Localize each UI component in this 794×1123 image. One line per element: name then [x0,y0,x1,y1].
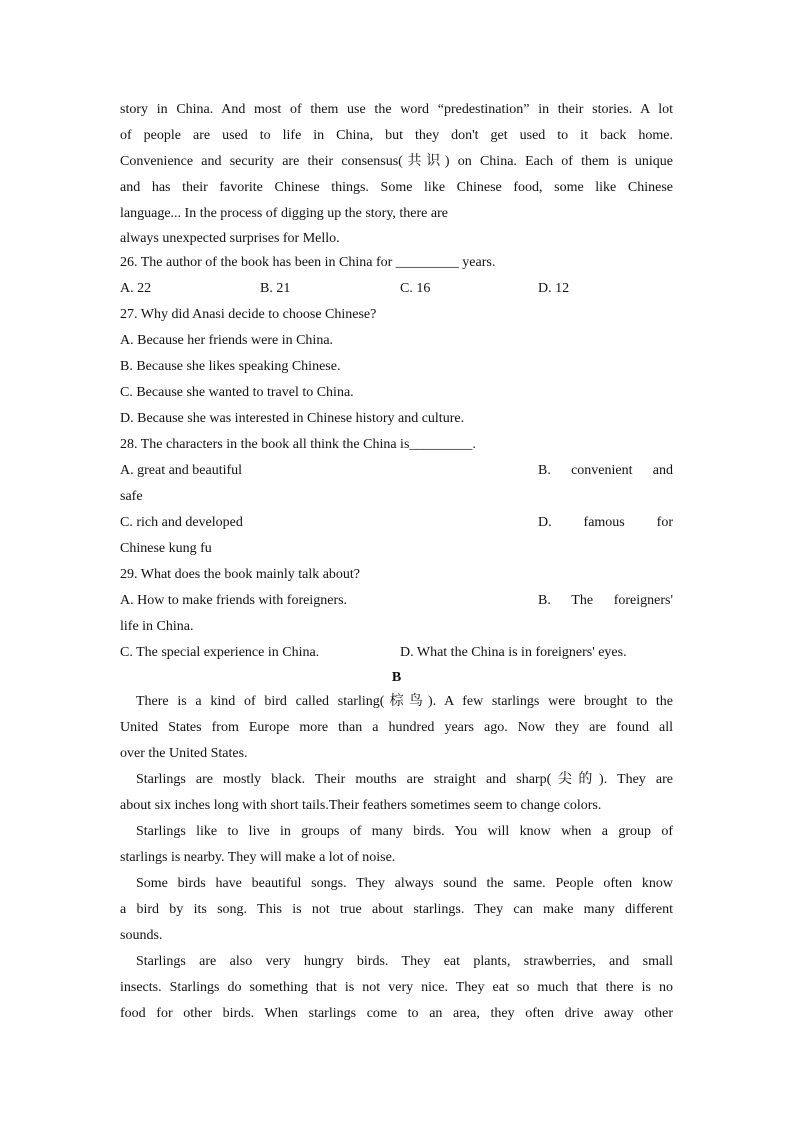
option-row [120,588,673,614]
option-b: B. The foreigners' [538,593,673,608]
text-line: Convenience and security are their consensus(共识) on China. Each of them is unique [120,154,673,169]
text-line: language... In the process of digging up the story, there are [120,206,448,221]
option-c: C. rich and developed [120,515,243,530]
paragraph [120,871,673,949]
text-line: Starlings are also very hungry birds. They eat plants, strawberries, and small [136,954,673,969]
option-d: D. What the China is in foreigners' eyes. [400,645,627,660]
option-b: B. 21 [260,281,291,296]
option-b-continued: safe [120,489,143,504]
option-d: D. Because she was interested in Chinese history and culture. [120,411,465,426]
question-stem: 29. What does the book mainly talk about? [120,567,361,582]
option-b-continued: life in China. [120,619,194,634]
text-line: story in China. And most of them use the word “predestination” in their stories. A lot [120,102,673,117]
paragraph [120,949,673,1027]
option-c: C. 16 [400,281,431,296]
text-line: and has their favorite Chinese things. Some like Chinese food, some like Chinese [120,180,673,195]
passage-a-continuation [120,97,673,250]
text-line: insects. Starlings do something that is not very nice. They eat so much that there is no [120,980,673,995]
text-line: There is a kind of bird called starling(棕鸟). A few starlings were brought to the [136,694,673,709]
text-line: food for other birds. When starlings come to an area, they often drive away other [120,1006,673,1021]
option-row [120,458,673,484]
option-d: D. famous for [538,515,673,530]
document-page [120,97,673,1027]
option-a: A. great and beautiful [120,463,243,478]
question-28 [120,432,673,562]
question-stem: 27. Why did Anasi decide to choose Chinese? [120,307,377,322]
option-row [120,640,673,666]
option-b: B. Because she likes speaking Chinese. [120,359,341,374]
question-29 [120,562,673,666]
paragraph [120,689,673,767]
text-line: of people are used to life in China, but they don't get used to it back home. [120,128,673,143]
option-a: A. How to make friends with foreigners. [120,593,348,608]
paragraph [120,819,673,871]
option-row [120,510,673,536]
option-d-continued: Chinese kung fu [120,541,212,556]
passage-b [120,689,673,1027]
text-line: Starlings are mostly black. Their mouths are straight and sharp(尖的). They are [136,772,673,787]
option-a: A. Because her friends were in China. [120,333,334,348]
text-line: a bird by its song. This is not true about starlings. They can make many different [120,902,673,917]
text-line: over the United States. [120,746,248,761]
text-line: Some birds have beautiful songs. They always sound the same. People often know [136,876,673,891]
text-line: starlings is nearby. They will make a lot of noise. [120,850,396,865]
text-line: United States from Europe more than a hundred years ago. Now they are found all [120,720,673,735]
option-c: C. The special experience in China. [120,645,320,660]
option-a: A. 22 [120,281,152,296]
paragraph [120,767,673,819]
text-line: sounds. [120,928,163,943]
text-line: always unexpected surprises for Mello. [120,231,340,246]
question-27 [120,302,673,432]
question-stem: 28. The characters in the book all think the China is_________. [120,437,476,452]
question-stem: 26. The author of the book has been in China for _________ years. [120,255,496,270]
option-row [120,276,673,302]
option-d: D. 12 [538,281,570,296]
option-c: C. Because she wanted to travel to China. [120,385,354,400]
text-line: about six inches long with short tails.Their feathers sometimes seem to change colors. [120,798,602,813]
question-26 [120,250,673,302]
text-line: Starlings like to live in groups of many birds. You will know when a group of [136,824,673,839]
section-heading: B [391,670,402,685]
option-b: B. convenient and [538,463,673,478]
